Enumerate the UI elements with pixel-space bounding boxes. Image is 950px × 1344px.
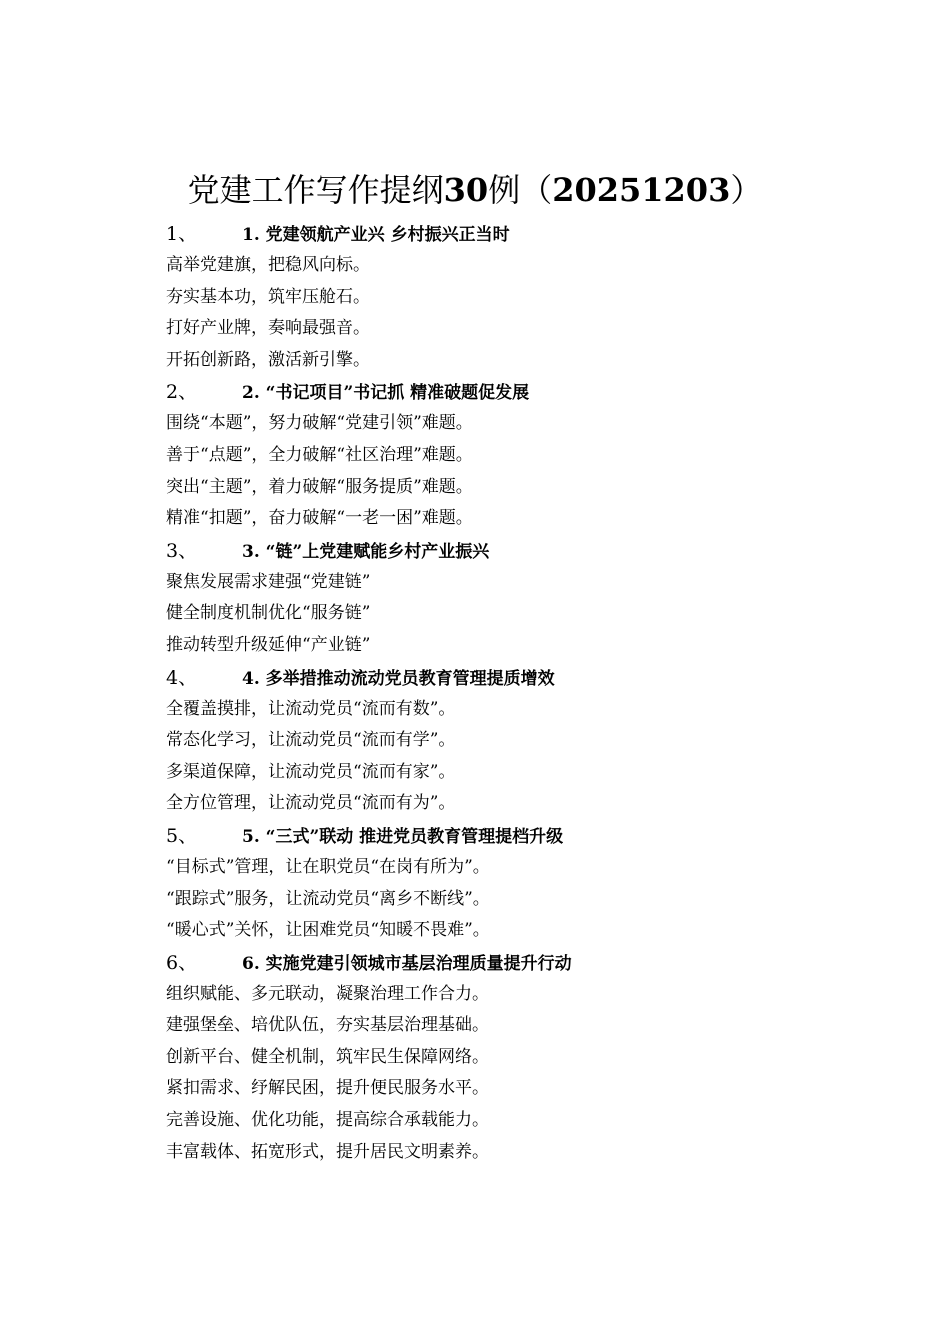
section-1: [166, 218, 886, 376]
section-number: 5、: [166, 824, 198, 847]
section-title: 5. “三式”联动 推进党员教育管理提档升级: [242, 826, 564, 847]
title-text: 党建工作写作提纲: [187, 171, 444, 209]
body-line: 完善设施、优化功能，提高综合承载能力。: [166, 1110, 489, 1131]
body-line: 组织赋能、多元联动，凝聚治理工作合力。: [166, 983, 489, 1004]
body-line: 创新平台、健全机制，筑牢民生保障网络。: [166, 1046, 489, 1067]
body-line: “跟踪式”服务，让流动党员“离乡不断线”。: [166, 888, 490, 909]
title-close: ）: [730, 171, 763, 209]
section-heading: [166, 820, 886, 852]
title-date: 20251203: [552, 171, 731, 209]
section-heading: [166, 535, 886, 567]
section-number: 6、: [166, 951, 198, 974]
body-line: 高举党建旗，把稳风向标。: [166, 255, 370, 275]
document-title: [0, 166, 950, 214]
body-line: 聚焦发展需求建强“党建链”: [166, 571, 371, 592]
body-line: 开拓创新路，激活新引擎。: [166, 349, 370, 370]
body-line: 精准“扣题”，奋力破解“一老一困”难题。: [166, 508, 473, 529]
section-4: [166, 662, 886, 820]
section-2: [166, 376, 886, 534]
section-title: 6. 实施党建引领城市基层治理质量提升行动: [242, 953, 572, 974]
body-line: 建强堡垒、培优队伍，夯实基层治理基础。: [166, 1015, 489, 1036]
body-line: 善于“点题”，全力破解“社区治理”难题。: [166, 444, 473, 465]
section-title: 3. “链”上党建赋能乡村产业振兴: [242, 541, 490, 562]
body-line: 丰富载体、拓宽形式，提升居民文明素养。: [166, 1141, 489, 1162]
body-line: 全方位管理，让流动党员“流而有为”。: [166, 793, 456, 814]
body-line: 多渠道保障，让流动党员“流而有家”。: [166, 761, 456, 782]
section-title: 2. “书记项目”书记抓 精准破题促发展: [242, 383, 530, 404]
section-number: 4、: [166, 666, 198, 689]
body-line: 打好产业牌，奏响最强音。: [166, 318, 370, 339]
body-line: 围绕“本题”，努力破解“党建引领”难题。: [166, 413, 473, 434]
section-5: [166, 820, 886, 947]
body-line: “暖心式”关怀，让困难党员“知暖不畏难”。: [166, 920, 490, 941]
title-suffix: 例（: [488, 171, 553, 209]
section-number: 1、: [166, 223, 198, 245]
body-line: 突出“主题”，着力破解“服务提质”难题。: [166, 476, 473, 497]
body-line: “目标式”管理，让在职党员“在岗有所为”。: [166, 856, 490, 877]
section-heading: [166, 947, 886, 979]
section-title: 4. 多举措推动流动党员教育管理提质增效: [242, 668, 555, 689]
title-count: 30: [443, 171, 489, 209]
body-line: 紧扣需求、纾解民困，提升便民服务水平。: [166, 1078, 489, 1099]
section-number: 2、: [166, 381, 198, 404]
section-6: [166, 947, 886, 1169]
body-line: 常态化学习，让流动党员“流而有学”。: [166, 730, 456, 751]
section-heading: [166, 376, 886, 408]
section-title: 1. 党建领航产业兴 乡村振兴正当时: [242, 225, 510, 245]
section-3: [166, 535, 886, 662]
body-line: 夯实基本功，筑牢压舱石。: [166, 286, 370, 307]
body-line: 推动转型升级延伸“产业链”: [166, 634, 371, 655]
section-number: 3、: [166, 539, 198, 562]
section-heading: [166, 662, 886, 694]
document-body: [166, 218, 886, 1168]
section-heading: [166, 218, 886, 250]
body-line: 全覆盖摸排，让流动党员“流而有数”。: [166, 698, 456, 719]
body-line: 健全制度机制优化“服务链”: [166, 603, 371, 624]
